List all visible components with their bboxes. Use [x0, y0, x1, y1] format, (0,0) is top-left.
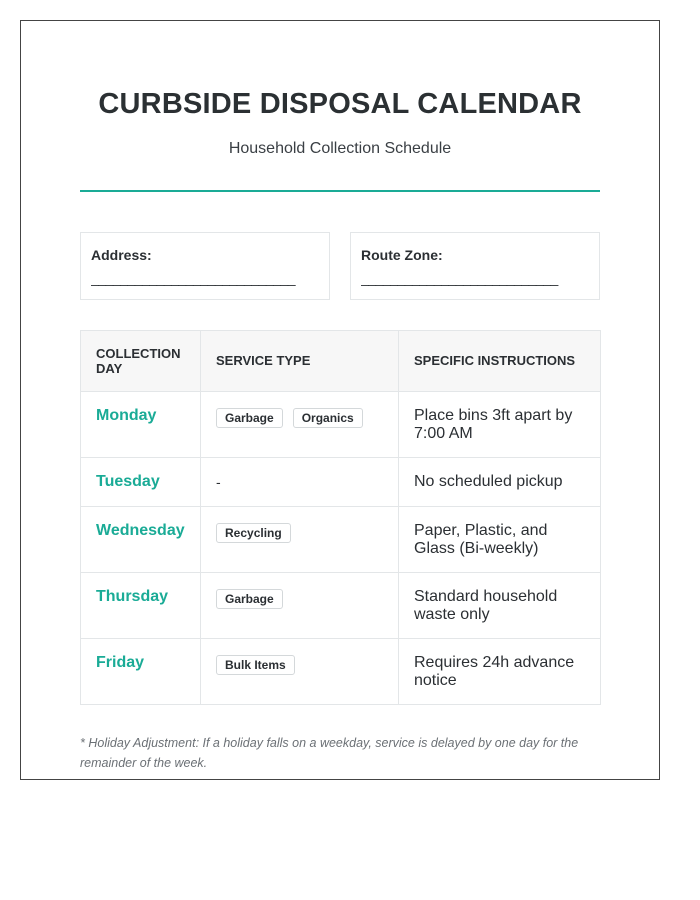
service-type-cell: [201, 458, 399, 507]
table-row: [81, 507, 601, 573]
service-type-cell: [201, 507, 399, 573]
address-label: Address:: [91, 247, 152, 263]
service-type-cell: [201, 573, 399, 639]
table-header-row: [81, 331, 601, 392]
table-row: [81, 573, 601, 639]
collection-schedule-table: [80, 330, 601, 705]
instructions-cell: Paper, Plastic, and Glass (Bi-weekly): [399, 507, 601, 573]
service-tag: Garbage: [216, 408, 283, 428]
service-type-cell: [201, 639, 399, 705]
holiday-footnote: * Holiday Adjustment: If a holiday falls on a weekday, service is delayed by one day for the remainder of the week.: [80, 736, 579, 770]
address-field[interactable]: [80, 232, 330, 300]
service-tag: Recycling: [216, 523, 291, 543]
instructions-cell: No scheduled pickup: [399, 458, 601, 507]
schedule-body: [81, 392, 601, 705]
route-zone-field[interactable]: [350, 232, 600, 300]
service-tag: Organics: [293, 408, 363, 428]
page-subtitle: Household Collection Schedule: [228, 140, 452, 157]
no-service-dash: -: [216, 474, 221, 490]
document-content: [80, 20, 600, 773]
service-type-cell: [201, 392, 399, 458]
table-row: [81, 458, 601, 507]
info-fields: [80, 232, 600, 300]
title-divider: [80, 190, 600, 192]
route-zone-label: Route Zone:: [361, 247, 443, 263]
collection-day-cell: [81, 573, 201, 639]
collection-day-cell: [81, 458, 201, 507]
day-name: Monday: [96, 407, 157, 424]
header-specific-instructions: SPECIFIC INSTRUCTIONS: [399, 331, 601, 392]
collection-day-cell: [81, 639, 201, 705]
address-blank-line: ____________________________: [91, 270, 296, 286]
header-service-type: SERVICE TYPE: [201, 331, 399, 392]
day-name: Thursday: [96, 588, 169, 605]
collection-day-cell: [81, 392, 201, 458]
day-name: Tuesday: [96, 473, 160, 490]
instructions-cell: Requires 24h advance notice: [399, 639, 601, 705]
route-zone-blank-line: ___________________________: [361, 270, 558, 286]
page-title: CURBSIDE DISPOSAL CALENDAR: [98, 88, 582, 120]
table-row: [81, 639, 601, 705]
day-name: Wednesday: [96, 522, 185, 539]
collection-day-cell: [81, 507, 201, 573]
table-row: [81, 392, 601, 458]
instructions-cell: Place bins 3ft apart by 7:00 AM: [399, 392, 601, 458]
service-tag: Garbage: [216, 589, 283, 609]
day-name: Friday: [96, 654, 145, 671]
instructions-cell: Standard household waste only: [399, 573, 601, 639]
header-collection-day: COLLECTION DAY: [81, 331, 201, 392]
service-tag: Bulk Items: [216, 655, 295, 675]
